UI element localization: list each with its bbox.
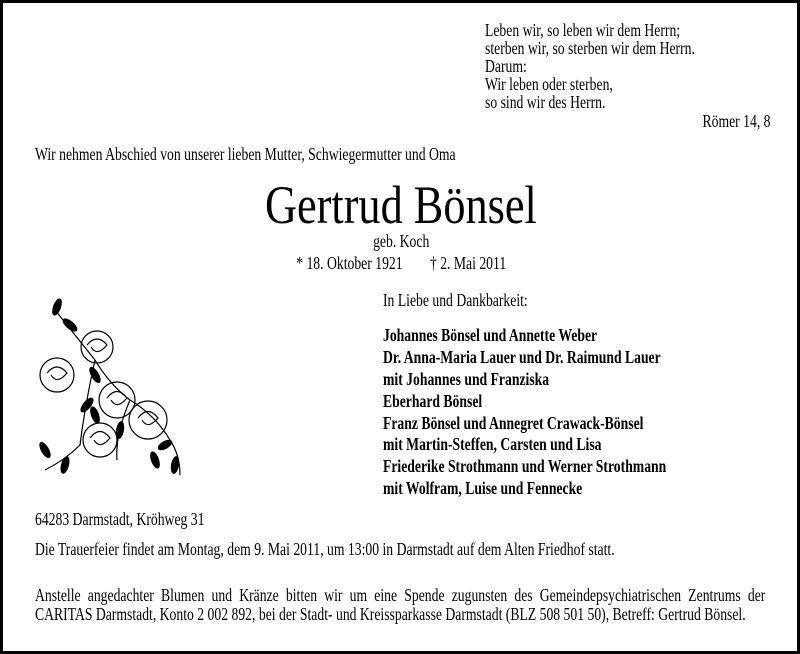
mourner-line: mit Martin-Steffen, Carsten und Lisa <box>383 434 602 454</box>
mourner-line: Eberhard Bönsel <box>383 391 483 411</box>
life-dates <box>97 254 705 272</box>
donation-text: Anstelle angedachter Blumen und Kränze bitten wir um eine Spende zugunsten des Gemeindepsychiatrischen Zentrums der CARITAS Darmstadt, Konto 2 002 892, bei der Stadt- und Kreissparkasse Darmstadt (BLZ 508 501 50), Betreff: Gertrud Bönsel. <box>35 585 766 624</box>
rose-flower <box>83 423 117 457</box>
rose-flower <box>40 358 74 392</box>
deceased-name: Gertrud Bönsel <box>265 175 537 235</box>
rose-flower <box>81 331 113 363</box>
mourner-line: Friederike Strothmann und Werner Strothmann <box>383 456 667 476</box>
verse-line: so sind wir des Herrn. <box>485 92 606 112</box>
mourners-heading: In Liebe und Dankbarkeit: <box>383 290 528 310</box>
intro-text: Wir nehmen Abschied von unserer lieben Mutter, Schwiegermutter und Oma <box>35 144 456 164</box>
mourner-line: mit Wolfram, Luise und Fennecke <box>383 478 583 498</box>
verse-line: Wir leben oder sterben, <box>485 74 613 94</box>
verse-line: sterben wir, so sterben wir dem Herrn. <box>485 38 695 58</box>
mourner-line: Johannes Bönsel und Annette Weber <box>383 325 598 345</box>
rose-flower <box>129 401 167 439</box>
verse-line: Darum: <box>485 56 527 76</box>
birth-date: * 18. Oktober 1921 <box>296 253 403 273</box>
ceremony-text: Die Trauerfeier findet am Montag, dem 9. Mai 2011, um 13:00 in Darmstadt auf dem Alten Friedhof statt. <box>35 539 615 559</box>
death-date: † 2. Mai 2011 <box>429 253 507 273</box>
mourner-line: Franz Bönsel und Annegret Crawack-Bönsel <box>383 413 644 433</box>
mourner-line: Dr. Anna-Maria Lauer und Dr. Raimund Lauer <box>383 347 661 367</box>
verse-line: Leben wir, so leben wir dem Herrn; <box>485 20 681 40</box>
leaves <box>37 297 180 475</box>
mourner-line: mit Johannes und Franziska <box>383 369 550 389</box>
address: 64283 Darmstadt, Kröhweg 31 <box>35 509 205 529</box>
maiden-name: geb. Koch <box>373 231 430 251</box>
verse-reference: Römer 14, 8 <box>701 111 770 131</box>
rose-illustration <box>35 295 210 480</box>
